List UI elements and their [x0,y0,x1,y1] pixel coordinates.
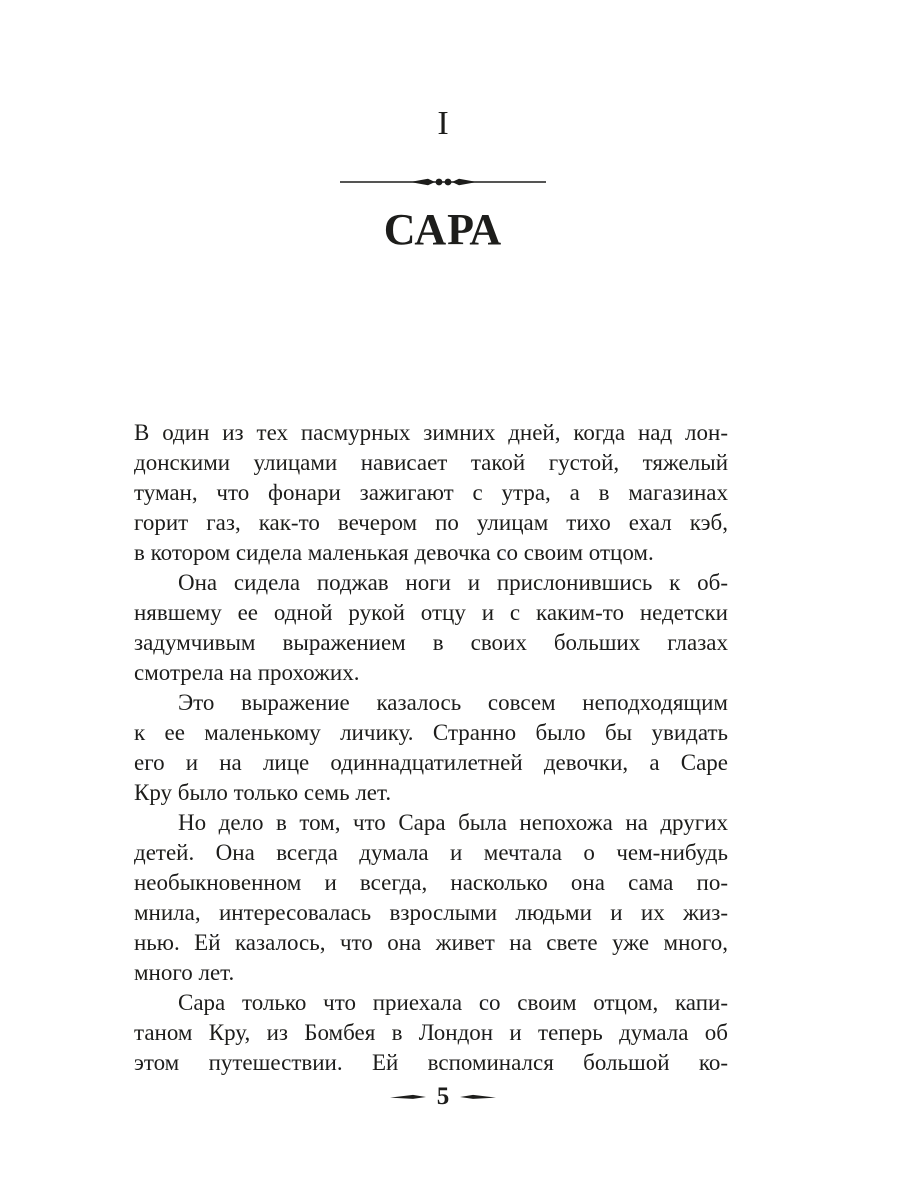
page-number: 5 [436,1083,450,1110]
paragraph [134,568,728,688]
text-line: много лет. [134,960,235,985]
text-line: В один из тех пасмурных зимних дней, когда над лон- [134,420,728,445]
text-line: нявшему ее одной рукой отцу и с каким-то недетски [134,600,728,625]
text-line: Это выражение казалось совсем неподходящим [178,690,728,715]
chapter-number: I [437,105,449,142]
text-line: детей. Она всегда думала и мечтала о чем-нибудь [134,840,728,865]
paragraph [134,988,728,1078]
page-footer [0,1084,886,1109]
paragraph [134,418,728,568]
text-line: Сара только что приехала со своим отцом, капи- [178,990,728,1015]
text-line: донскими улицами нависает такой густой, тяжелый [134,450,728,475]
text-line: горит газ, как-то вечером по улицам тихо ехал кэб, [134,510,728,535]
chapter-divider [0,174,886,190]
text-line: Кру было только семь лет. [134,780,392,805]
divider-ornament-icon [340,174,546,190]
text-line: нью. Ей казалось, что она живет на свете уже много, [134,930,728,955]
text-line: этом путешествии. Ей вспоминался большой ко- [134,1050,728,1075]
text-line: Но дело в том, что Сара была непохожа на других [178,810,728,835]
chapter-title: САРА [383,205,503,254]
footer-dash-left-ornament [390,1092,426,1102]
text-line: задумчивым выражением в своих больших глазах [134,630,728,655]
body-text [134,418,728,1078]
paragraph [134,808,728,988]
text-line: его и на лице одиннадцатилетней девочки, а Саре [134,750,728,775]
text-line: смотрела на прохожих. [134,660,360,685]
text-line: мнила, интересовалась взрослыми людьми и их жиз- [134,900,728,925]
text-line: туман, что фонари зажигают с утра, а в магазинах [134,480,728,505]
text-line: Она сидела поджав ноги и прислонившись к об- [178,570,728,595]
footer-dash-right-ornament [460,1092,496,1102]
text-line: необыкновенном и всегда, насколько она сама по- [134,870,728,895]
text-line: таном Кру, из Бомбея в Лондон и теперь думала об [134,1020,728,1045]
text-line: в котором сидела маленькая девочка со своим отцом. [134,540,654,565]
text-line: к ее маленькому личику. Странно было бы увидать [134,720,728,745]
paragraph [134,688,728,808]
